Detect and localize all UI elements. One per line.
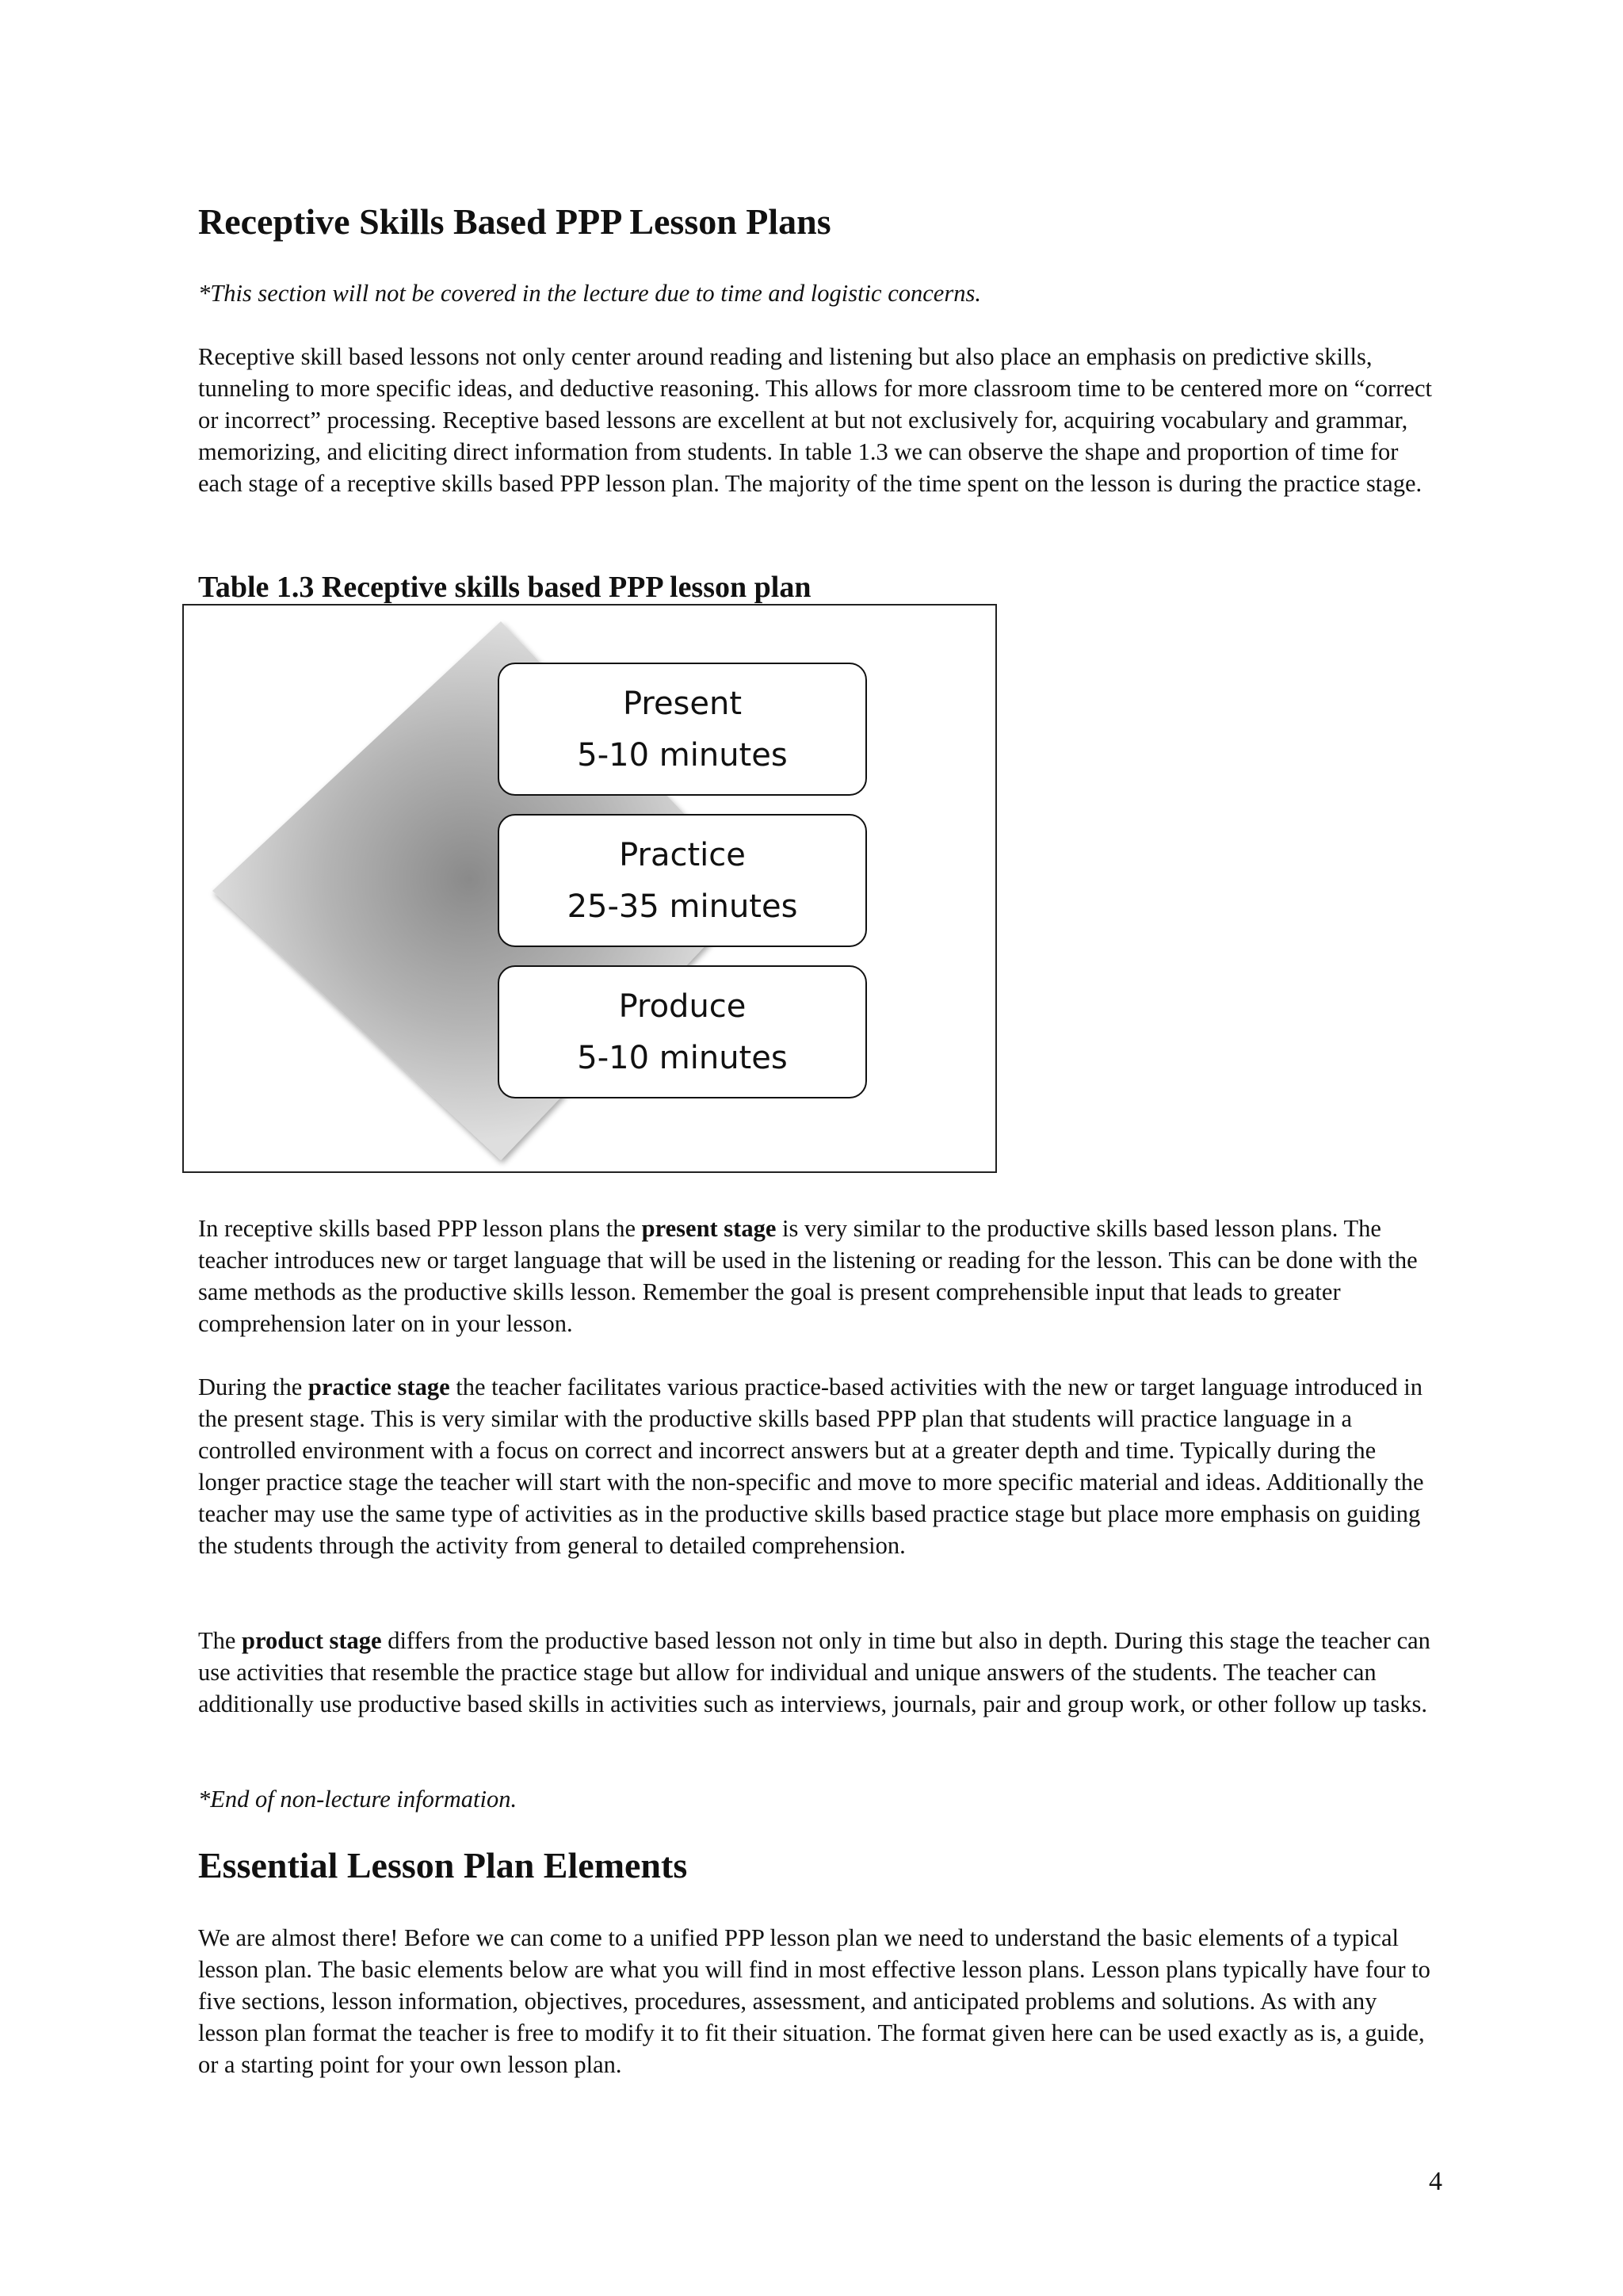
practice-stage-term: practice stage (307, 1373, 450, 1400)
stage-duration: 25-35 minutes (567, 888, 798, 925)
essential-elements-paragraph: We are almost there! Before we can come to a unified PPP lesson plan we need to understand the basic elements of a typical lesson plan. The basic elements below are what you will find in most effective lesson plans. Lesson plans typically have four to five sections, lesson information, objectives, procedures, assessment, and anticipated problems and solutions. As with any lesson plan format the teacher is free to modify it to fit their situation. The format given here can be used exactly as is, a guide, or a starting point for your own lesson plan. (198, 1924, 1430, 2078)
stage-name: Practice (619, 837, 746, 873)
ppp-diagram (182, 604, 997, 1173)
stage-name: Produce (618, 988, 747, 1025)
end-note: *End of non-lecture information. (198, 1786, 517, 1813)
non-lecture-note: *This section will not be covered in the lecture due to time and logistic concerns. (198, 280, 981, 307)
product-stage-term: product stage (242, 1627, 382, 1654)
section-title-receptive-skills: Receptive Skills Based PPP Lesson Plans (198, 201, 831, 242)
present-stage-term: present stage (641, 1215, 777, 1242)
stage-practice-box (498, 814, 867, 947)
section-title-essential-elements: Essential Lesson Plan Elements (198, 1845, 688, 1885)
stage-present-box (498, 663, 867, 796)
practice-stage-paragraph: During the practice stage the teacher facilitates various practice-based activities with the new or target language introduced in the present stage. This is very similar with the productive skills based PPP plan that students will practice language in a controlled environment with a focus on correct and incorrect answers but at a greater depth and time. Typically during the longer practice stage the teacher will start with the non-specific and move to more specific material and ideas. Additionally the teacher may use the same type of activities as in the productive skills based practice stage but place more emphasis on guiding the students through the activity from general to detailed comprehension. (198, 1373, 1424, 1559)
intro-paragraph: Receptive skill based lessons not only center around reading and listening but also place an emphasis on predictive skills, tunneling to more specific ideas, and deductive reasoning. This allows for more classroom time to be centered more on “correct or incorrect” processing. Receptive based lessons are excellent at but not exclusively for, acquiring vocabulary and grammar, memorizing, and eliciting direct information from students. In table 1.3 we can observe the shape and proportion of time for each stage of a receptive skills based PPP lesson plan. The majority of the time spent on the lesson is during the practice stage. (198, 343, 1432, 497)
stage-duration: 5-10 minutes (577, 1040, 788, 1076)
stage-name: Present (622, 686, 743, 722)
present-stage-paragraph: In receptive skills based PPP lesson plans the present stage is very similar to the productive skills based lesson plans. The teacher introduces new or target language that will be used in the listening or reading for the lesson. This can be done with the same methods as the productive skills lesson. Remember the goal is present comprehensible input that leads to greater comprehension later on in your lesson. (198, 1215, 1418, 1337)
stage-duration: 5-10 minutes (577, 737, 788, 774)
stage-produce-box (498, 965, 867, 1098)
product-stage-paragraph: The product stage differs from the productive based lesson not only in time but also in depth. During this stage the teacher can use activities that resemble the practice stage but allow for individual and unique answers of the students. The teacher can additionally use productive based skills in activities such as interviews, journals, pair and group work, or other follow up tasks. (198, 1627, 1430, 1717)
page-number: 4 (1429, 2167, 1442, 2196)
table-caption: Table 1.3 Receptive skills based PPP lesson plan (198, 571, 812, 604)
